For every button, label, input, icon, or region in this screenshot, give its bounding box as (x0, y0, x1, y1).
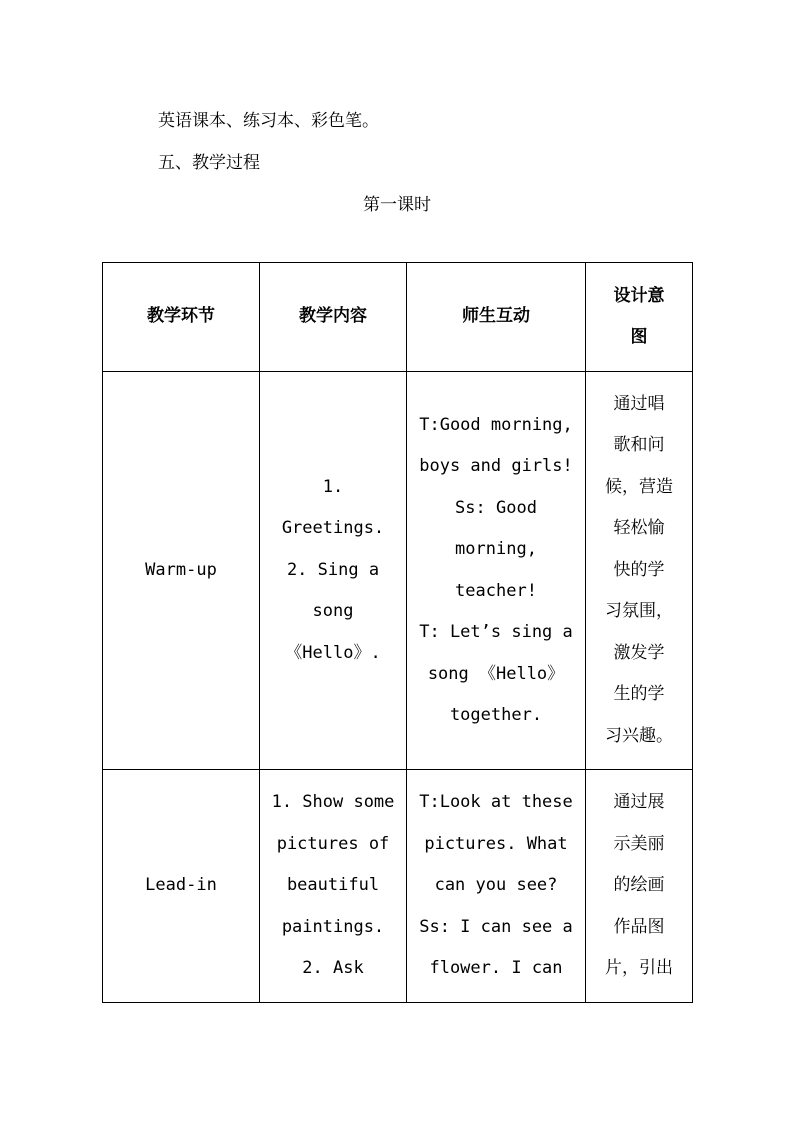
purpose-cell: 通过展 示美丽 的绘画 作品图 片，引出 (586, 770, 693, 1003)
header-stage: 教学环节 (103, 263, 260, 372)
section-heading: 五、教学过程 (158, 153, 260, 173)
header-purpose: 设计意 图 (586, 263, 693, 372)
lesson-plan-table (102, 262, 693, 1003)
header-interaction: 师生互动 (407, 263, 586, 372)
purpose-cell: 通过唱 歌和问 候，营造 轻松愉 快的学 习氛围， 激发学 生的学 习兴趣。 (586, 372, 693, 770)
stage-cell: Warm-up (103, 372, 260, 770)
materials-line: 英语课本、练习本、彩色笔。 (158, 111, 379, 131)
table-row (103, 372, 693, 770)
stage-cell: Lead-in (103, 770, 260, 1003)
content-cell: 1. Show some pictures of beautiful paintings. 2. Ask (260, 770, 407, 1003)
content-cell: 1. Greetings. 2. Sing a song 《Hello》. (260, 372, 407, 770)
header-content: 教学内容 (260, 263, 407, 372)
lesson-title: 第一课时 (363, 195, 431, 215)
table-row (103, 770, 693, 1003)
interaction-cell: T:Look at these pictures. What can you see? Ss: I can see a flower. I can (407, 770, 586, 1003)
table-header-row (103, 263, 693, 372)
interaction-cell: T:Good morning, boys and girls! Ss: Good morning, teacher! T: Let’s sing a song 《Hello》 together. (407, 372, 586, 770)
